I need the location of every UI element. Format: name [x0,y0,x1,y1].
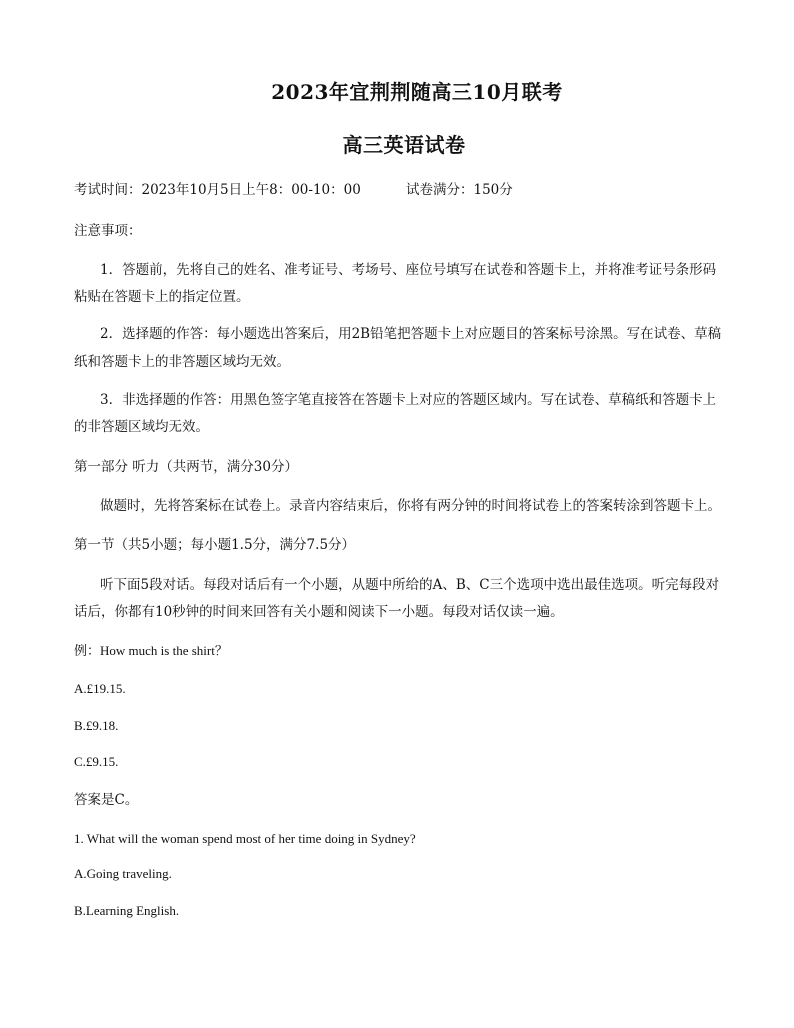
exam-subtitle: 高三英语试卷 [342,133,466,157]
section1-heading: 第一节（共5小题；每小题1.5分，满分7.5分） [74,537,356,553]
question-1-option-b: B.Learning English. [74,903,180,918]
example-option-c: C.£9.15. [74,754,119,769]
section1-instruction-line-2: 话后，你都有10秒钟的时间来回答有关小题和阅读下一小题。每段对话仅读一遍。 [74,604,564,620]
notice-heading: 注意事项： [74,223,142,239]
exam-title: 2023年宜荆荆随高三10月联考 [271,80,563,104]
notice-item-2-line-2: 纸和答题卡上的非答题区域均无效。 [74,354,290,370]
notice-item-1-line-2: 粘贴在答题卡上的指定位置。 [74,289,250,305]
notice-item-1-line-1: 1．答题前，先将自己的姓名、准考证号、考场号、座位号填写在试卷和答题卡上，并将准考证号条形码 [100,262,717,278]
question-1-option-a: A.Going traveling. [74,866,172,881]
section1-instruction-line-1: 听下面5段对话。每段对话后有一个小题，从题中所给的A、B、C三个选项中选出最佳选项。听完每段对 [100,577,720,593]
part1-instruction: 做题时，先将答案标在试卷上。录音内容结束后，你将有两分钟的时间将试卷上的答案转涂到答题卡上。 [100,498,721,514]
notice-item-2-line-1: 2．选择题的作答：每小题选出答案后，用2B铅笔把答题卡上对应题目的答案标号涂黑。写在试卷、草稿 [100,326,722,342]
notice-item-3-line-1: 3．非选择题的作答：用黑色签字笔直接答在答题卡上对应的答题区域内。写在试卷、草稿纸和答题卡上 [100,392,717,408]
example-answer: 答案是C。 [74,792,139,808]
example-option-a: A.£19.15. [74,681,126,696]
example-question: 例：How much is the shirt？ [74,643,228,658]
part1-heading: 第一部分 听力（共两节，满分30分） [74,459,298,475]
exam-score: 试卷满分：150分 [406,182,513,198]
example-option-b: B.£9.18. [74,718,119,733]
question-1-text: 1. What will the woman spend most of her time doing in Sydney? [74,831,416,846]
notice-item-3-line-2: 的非答题区域均无效。 [74,419,209,435]
exam-time: 考试时间：2023年10月5日上午8：00-10：00 [74,182,361,198]
